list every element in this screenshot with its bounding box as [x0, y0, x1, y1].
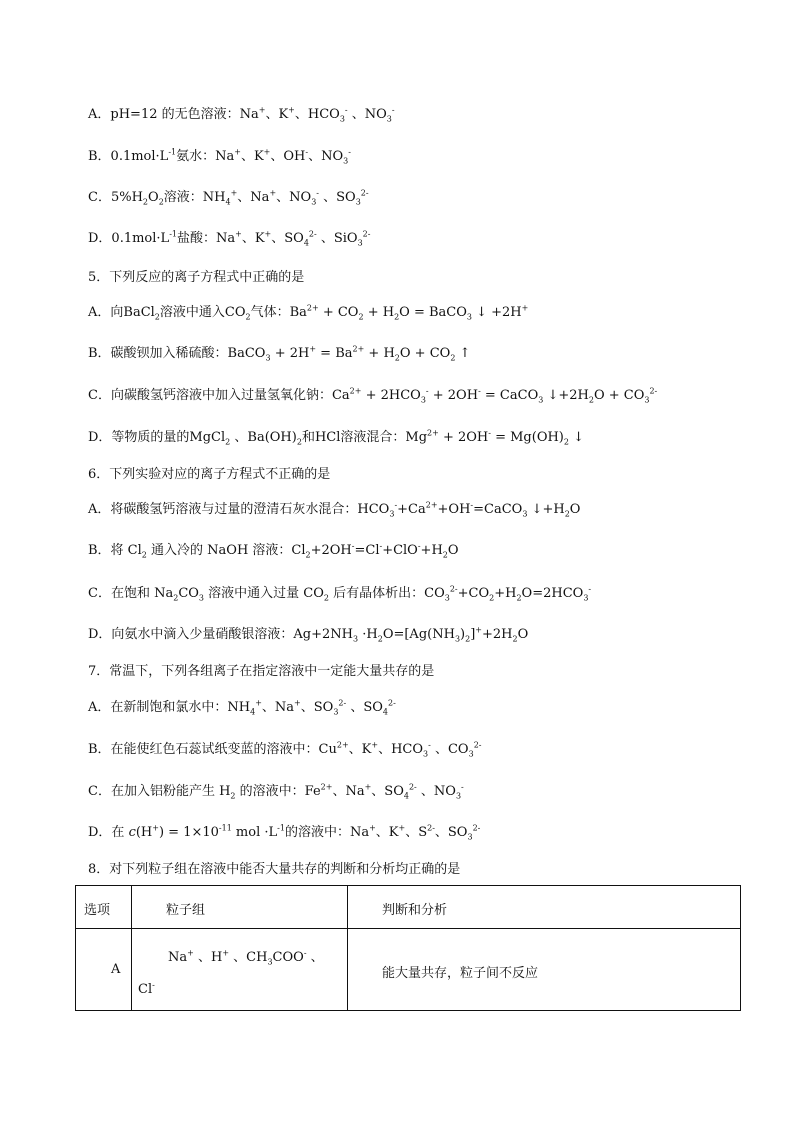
q8-table — [75, 885, 741, 1011]
table-row-a-option: A — [111, 962, 121, 977]
table-row-a-particles-line2: Cl- — [138, 980, 155, 997]
table-row-divider — [76, 928, 740, 929]
q6-option-d: D．向氨水中滴入少量硝酸银溶液：$Ag+2NH_3 \cdot H_2O=[Ag(NH_3)_2]^++2H_2O$ — [88, 625, 529, 644]
q5-stem: 5．下列反应的离子方程式中正确的是 — [88, 270, 305, 285]
q4-option-a: A．pH=12 的无色溶液：Na+、K+、$HCO_3^-$ 、$NO_3^-$ — [88, 105, 395, 124]
q5-option-b: B．碳酸钡加入稀硫酸：BaCO$_3$ + $2H^+ = Ba^{2+} + H_2O + CO_2$ ↑ — [88, 344, 471, 363]
table-row-a-particles-line1: Na+ 、H+ 、$CH_3COO^-$ 、 — [168, 948, 324, 967]
q6-option-c: C．在饱和 $Na_2CO_3$ 溶液中通入过量 $CO_2$ 后有晶体析出：$CO_3^{2-}+CO_2+H_2O=2HCO_3^-$ — [88, 584, 592, 603]
q7-option-a: A．在新制饱和氯水中：$NH_4^+$、Na+、$SO_3^{2-}$ 、$SO_4^{2-}$ — [88, 698, 396, 717]
q7-option-b: B．在能使红色石蕊试纸变蓝的溶液中：$Cu^{2+}$、K+、$HCO_3^-$ 、$CO_3^{2-}$ — [88, 740, 482, 759]
q7-option-d: D．在 $c(H^+) = 1\times 10^{-11}$ mol $\cdot L^{-1}$的溶液中：Na+、K+、$S^{2-}$、$SO_3^{2-}$ — [88, 823, 481, 842]
q8-stem: 8．对下列粒子组在溶液中能否大量共存的判断和分析均正确的是 — [88, 862, 461, 877]
q4-option-d: D．$0.1mol\cdot L^{-1}$盐酸：Na+、K+、$SO_4^{2-}$ 、SiO$_3^{2-}$ — [88, 229, 371, 248]
table-header-option: 选项 — [84, 903, 111, 918]
q6-option-b: B．将 $Cl_2$ 通入冷的 NaOH 溶液：$Cl_2+2OH^-=Cl^-+ClO^-+H_2O$ — [88, 541, 459, 560]
q4-option-c: C．$5\%H_2O_2$溶液：$NH_4^+$、Na+、$NO_3^-$ 、$SO_3^{2-}$ — [88, 188, 369, 207]
table-row-a-analysis: 能大量共存，粒子间不反应 — [382, 966, 539, 981]
table-col-divider-1 — [131, 886, 132, 1010]
q4-option-b: B．$0.1mol\cdot L^{-1}$氨水：Na+、K+、OH-、$NO_3^-$ — [88, 147, 351, 166]
q5-option-c: C．向碳酸氢钙溶液中加入过量氢氧化钠：$Ca^{2+} + 2HCO_3^- + 2OH^-$ = CaCO$_3$ $↓+2H_2O + CO_3^{2-}$ — [88, 386, 658, 405]
table-col-divider-2 — [347, 886, 348, 1010]
table-header-analysis: 判断和分析 — [382, 903, 448, 918]
q7-stem: 7．常温下，下列各组离子在指定溶液中一定能大量共存的是 — [88, 664, 435, 679]
q6-stem: 6．下列实验对应的离子方程式不正确的是 — [88, 467, 331, 482]
q7-option-c: C．在加入铝粉能产生 $H_2$ 的溶液中：$Fe^{2+}$、Na+、$SO_4^{2-}$ 、$NO_3^-$ — [88, 782, 464, 801]
table-header-particles: 粒子组 — [166, 903, 206, 918]
q5-option-d: D．等物质的量的MgCl$_2$ 、$Ba(OH)_2$和HCl溶液混合：$Mg^{2+} + 2OH^- = Mg(OH)_2$ ↓ — [88, 428, 585, 447]
q6-option-a: A．将碳酸氢钙溶液与过量的澄清石灰水混合：$HCO_3^-+Ca^{2+}+OH^-=CaCO_3$ $↓+H_2O$ — [88, 500, 581, 519]
q5-option-a: A．向BaCl$_2$溶液中通入$CO_2$气体：$Ba^{2+} + CO_2 + H_2O$ = BaCO$_3$ ↓ +2H+ — [88, 303, 529, 322]
